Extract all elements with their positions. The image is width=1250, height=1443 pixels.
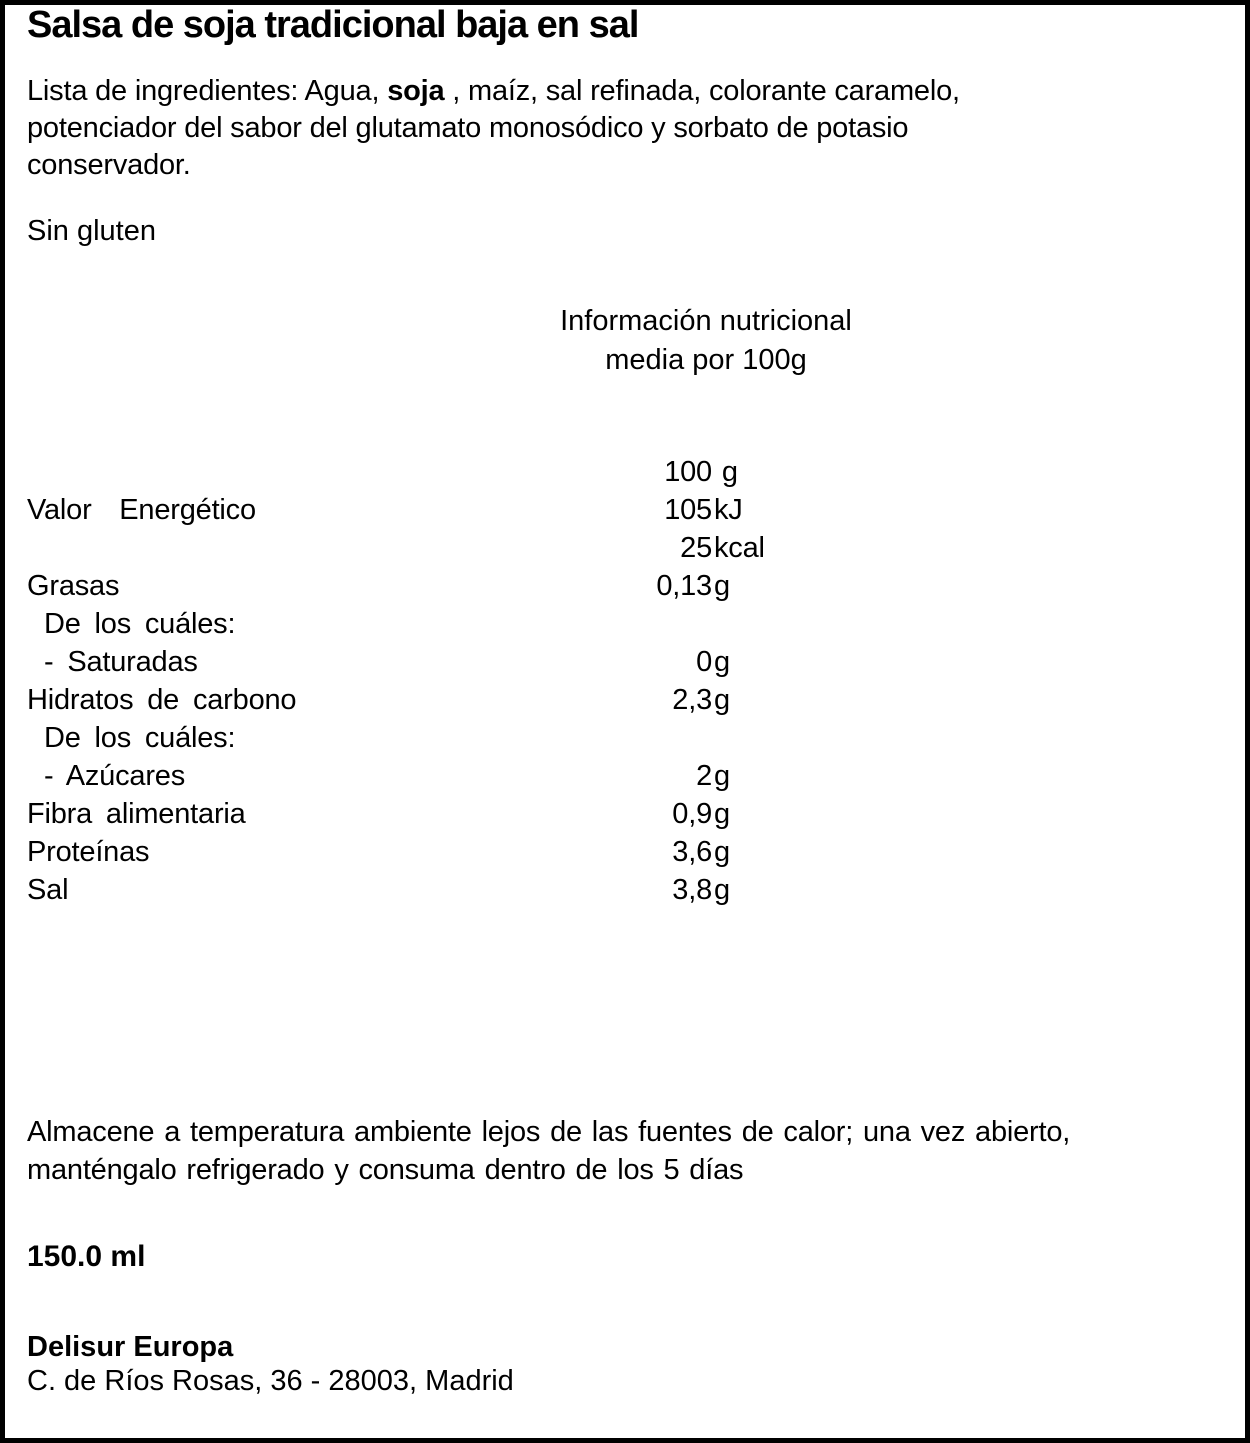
manufacturer-address: C. de Ríos Rosas, 36 - 28003, Madrid [27,1365,514,1397]
nutrition-row-label: Sal [27,874,69,906]
manufacturer-name: Delisur Europa [27,1331,234,1363]
allergen-soja-bold: soja [387,75,445,107]
nutrition-row-value: 100 [664,456,712,488]
nutrition-row-value: 3,6 [672,836,712,868]
nutrition-row [27,832,1217,870]
nutrition-row-label: Valor Energético [27,494,256,526]
nutrition-row [27,604,1217,642]
nutrition-row-value: 2 [696,760,712,792]
nutrition-row [27,642,1217,680]
nutrition-row-value: 3,8 [672,874,712,906]
nutrition-row-unit: g [714,456,738,488]
nutrition-row-unit: g [714,684,730,716]
nutrition-row-unit: g [714,836,730,868]
nutrition-row [27,566,1217,604]
nutrition-row [27,528,1217,566]
product-title: Salsa de soja tradicional baja en sal [27,4,639,46]
nutrition-row-value: 25 [680,532,712,564]
ingredients-text: , maíz, sal refinada, colorante caramelo, [444,75,960,107]
nutrition-row-value: 105 [664,494,712,526]
nutrition-row-label: Fibra alimentaria [27,798,246,830]
storage-instructions [27,1113,1070,1189]
nutrition-row [27,490,1217,528]
ingredients-paragraph [27,73,960,184]
nutrition-row [27,870,1217,908]
ingredients-line: conservador. [27,149,191,181]
nutrition-row [27,756,1217,794]
nutrition-row-unit: g [714,760,730,792]
nutrition-row-unit: g [714,874,730,906]
ingredients-line [27,73,960,110]
nutrition-row-value: 2,3 [672,684,712,716]
nutrition-header [560,302,852,380]
nutrition-row-label: - Azúcares [44,760,185,792]
nutrition-row-label: Proteínas [27,836,150,868]
net-quantity: 150.0 ml [27,1240,146,1273]
nutrition-row-label: Hidratos de carbono [27,684,297,716]
gluten-free-claim: Sin gluten [27,215,156,247]
nutrition-row [27,794,1217,832]
nutrition-table [27,452,1217,908]
nutrition-row-value: 0,13 [656,570,712,602]
nutrition-row-unit: kJ [714,494,743,526]
ingredients-line: potenciador del sabor del glutamato monosódico y sorbato de potasio [27,112,909,144]
nutrition-row-label: Grasas [27,570,120,602]
nutrition-row-unit: g [714,798,730,830]
storage-line: Almacene a temperatura ambiente lejos de las fuentes de calor; una vez abierto, [27,1116,1071,1148]
nutrition-row [27,452,1217,490]
ingredients-text: Lista de ingredientes: Agua, [27,75,388,107]
nutrition-row-value: 0,9 [672,798,712,830]
nutrition-row-label: De los cuáles: [44,722,236,754]
nutrition-row-unit: g [714,646,730,678]
nutrition-row [27,680,1217,718]
nutrition-row-unit: kcal [714,532,765,564]
nutrition-header-title: Información nutricional [560,305,852,337]
storage-line: manténgalo refrigerado y consuma dentro de los 5 días [27,1154,744,1186]
nutrition-row-label: - Saturadas [44,646,198,678]
nutrition-row-value: 0 [696,646,712,678]
nutrition-header-subtitle: media por 100g [605,344,807,376]
nutrition-row [27,718,1217,756]
nutrition-row-unit: g [714,570,730,602]
nutrition-row-label: De los cuáles: [44,608,236,640]
